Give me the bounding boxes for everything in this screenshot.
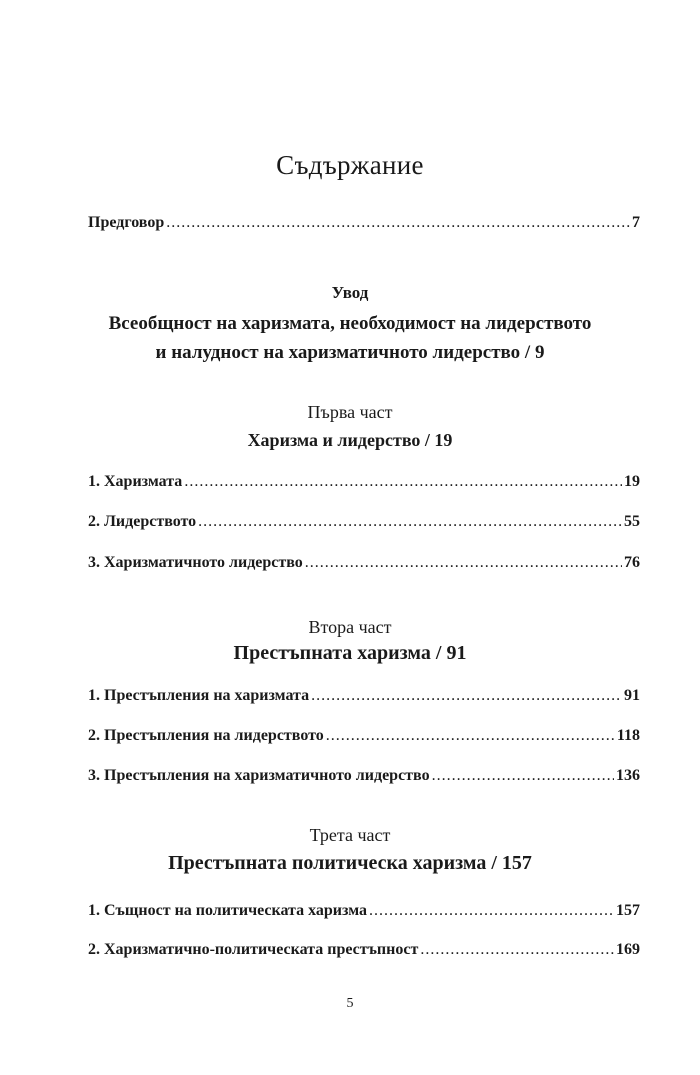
toc-entry-2-1 [88, 686, 640, 706]
toc-entry-page: 118 [616, 727, 640, 744]
dot-leader [432, 766, 614, 786]
part-1-label: Първа част [307, 402, 393, 422]
intro-subtitle-line-1: Всеобщност на харизмата, необходимост на лидерството [108, 313, 592, 334]
page-title: Съдържание [276, 150, 424, 180]
toc-entry-label: 3. Харизматичното лидерство [88, 554, 303, 571]
toc-entry-label: 1. Харизмата [88, 473, 183, 490]
page-number: 5 [346, 996, 354, 1011]
dot-leader [326, 726, 615, 746]
toc-entry-2-2 [88, 726, 640, 746]
part-1-title: Харизма и лидерство / 19 [247, 430, 453, 450]
toc-entry-label: 2. Лидерството [88, 513, 197, 530]
toc-entry-page: 7 [632, 214, 640, 231]
toc-entry-3-2 [88, 940, 640, 960]
dot-leader [166, 213, 630, 233]
toc-entry-3-1 [88, 901, 640, 921]
toc-entry-2-3 [88, 766, 640, 786]
toc-entry-label: 1. Престъпления на харизмата [88, 687, 310, 704]
toc-entry-1-3 [88, 553, 640, 573]
toc-entry-label: 2. Харизматично-политическата престъпност [88, 941, 419, 958]
toc-entry-label: 2. Престъпления на лидерството [88, 727, 324, 744]
part-3-label: Трета част [309, 825, 391, 845]
dot-leader [184, 472, 622, 492]
toc-entry-page: 19 [624, 473, 640, 490]
part-2-label: Втора част [308, 617, 392, 637]
toc-entry-page: 157 [616, 902, 640, 919]
toc-entry-label: 1. Същност на политическата харизма [88, 902, 368, 919]
dot-leader [305, 553, 622, 573]
toc-entry-1-1 [88, 472, 640, 492]
toc-entry-label: Предговор [88, 214, 165, 231]
toc-entry-page: 55 [624, 513, 640, 530]
toc-entry-label: 3. Престъпления на харизматичното лидерство [88, 767, 430, 784]
dot-leader [198, 512, 622, 532]
dot-leader [369, 901, 614, 921]
toc-entry-1-2 [88, 512, 640, 532]
toc-entry-page: 91 [624, 687, 640, 704]
toc-entry-page: 136 [616, 767, 640, 784]
intro-heading: Увод [331, 283, 369, 302]
intro-subtitle-line-2: и налудност на харизматичното лидерство / 9 [155, 342, 545, 363]
part-3-title: Престъпната политическа харизма / 157 [168, 852, 532, 874]
dot-leader [420, 940, 614, 960]
toc-entry-page: 169 [616, 941, 640, 958]
toc-entry-page: 76 [624, 554, 640, 571]
part-2-title: Престъпната харизма / 91 [233, 642, 467, 664]
toc-entry-preface [88, 213, 640, 233]
dot-leader [311, 686, 622, 706]
